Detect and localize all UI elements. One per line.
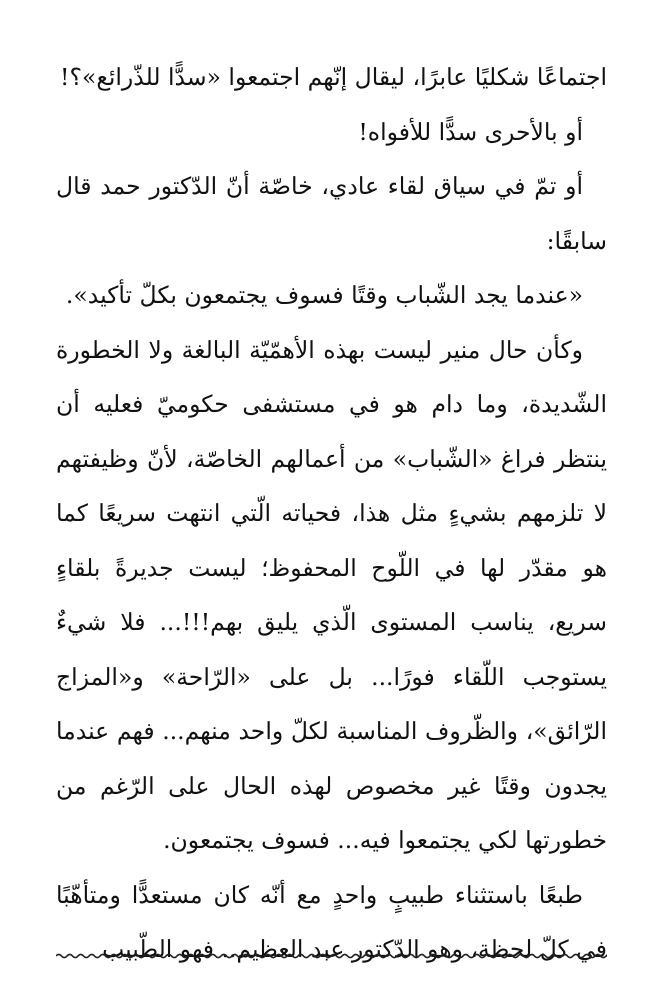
wavy-divider-line: [56, 948, 607, 964]
paragraph-5: وكأن حال منير ليست بهذه الأهمّيّة البالغة ولا الخطورة الشّديدة، وما دام هو في مستشفى حكوميّ فعليه أن ينتظر فراغ «الشّباب» من أعمالهم الخاصّة، لأنّ وظيفتهم لا تلزمهم بشيءٍ مثل هذا، فحياته الّتي انتهت سريعًا كما هو مقدّر لها في اللّوح المحفوظ؛ ليست جديرةً بلقاءٍ سريع، يناسب المستوى الّذي يليق بهم!!!... فلا شيءٌ يستوجب اللّقاء فورًا... بل على «الرّاحة» و«المزاج الرّائق»، والظّروف المناسبة لكلّ واحد منهم... فهم عندما يجدون وقتًا غير مخصوص لهذه الحال على الرّغم من خطورتها لكي يجتمعوا فيه... فسوف يجتمعون.: [56, 335, 607, 854]
paragraph-3: أو تمّ في سياق لقاء عادي، خاصّة أنّ الدّكتور حمد قال سابقًا:: [56, 172, 607, 255]
paragraph-4: «عندما يجد الشّباب وقتًا فسوف يجتمعون بكلّ تأكيد».: [65, 281, 583, 309]
paragraph-6: طبعًا باستثناء طبيبٍ واحدٍ مع أنّه كان مستعدًّا ومتأهّبًا في كلّ لحظة، وهو الدّكتور عبد العظيم.. فهو الطّبيب: [56, 880, 607, 963]
body-text: [56, 50, 607, 977]
paragraph-1: اجتماعًا شكليًا عابرًا، ليقال إنّهم اجتمعوا «سدًّا للذّرائع»؟!: [60, 63, 607, 91]
paragraph-2: أو بالأحرى سدًّا للأفواه!: [358, 117, 583, 146]
